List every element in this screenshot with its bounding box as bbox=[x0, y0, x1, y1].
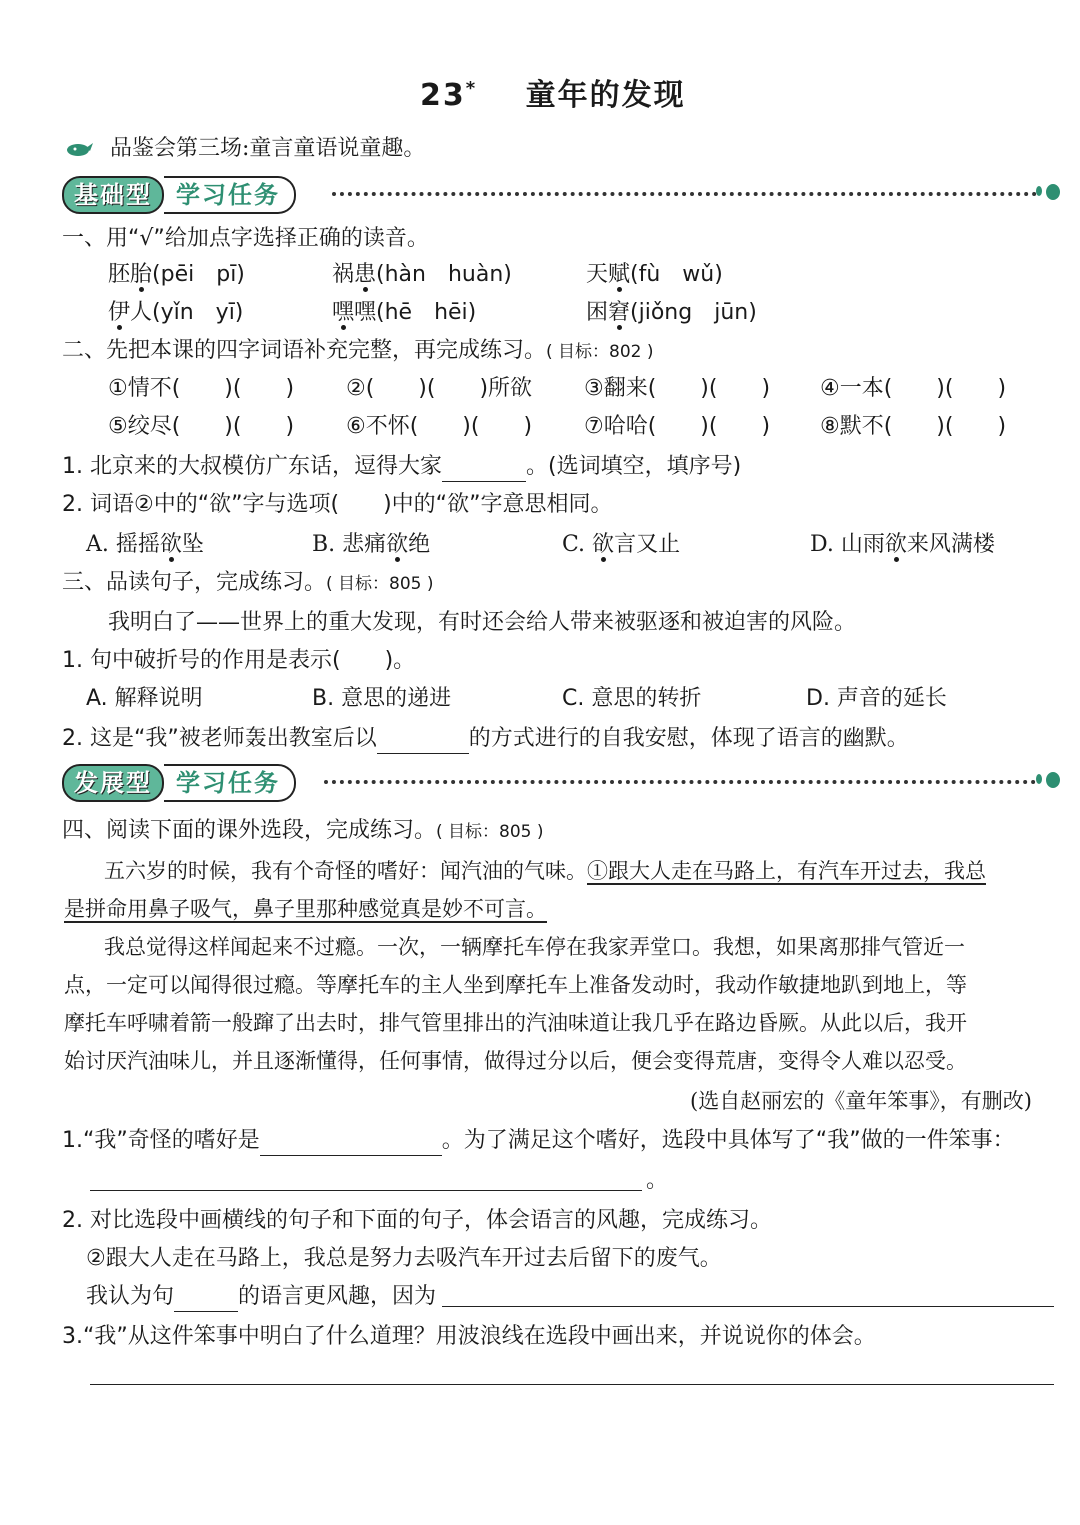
answer-blank[interactable] bbox=[174, 1287, 238, 1312]
q3-target: ( 目标：805 ) bbox=[326, 574, 434, 594]
q3-sentence: 我明白了——世界上的重大发现，有时还会给人带来被驱逐和被迫害的风险。 bbox=[108, 610, 857, 635]
q4-sub3: 3.“我”从这件笨事中明白了什么道理？用波浪线在选段中画出来，并说说你的体会。 bbox=[62, 1324, 876, 1349]
banner-development bbox=[62, 764, 1062, 802]
answer-line[interactable] bbox=[442, 1306, 1054, 1307]
q2-idiom: ①情不( )( ) bbox=[108, 376, 295, 401]
q2-option: B. 悲痛欲绝 bbox=[312, 532, 431, 557]
q4-sub1: 1.“我”奇怪的嗜好是 。为了满足这个嗜好，选段中具体写了“我”做的一件笨事： bbox=[62, 1126, 1015, 1156]
q2-option: C. 欲言又止 bbox=[562, 532, 681, 557]
passage-p1-line2 bbox=[64, 894, 547, 924]
q4-heading: 四、阅读下面的课外选段，完成练习。( 目标：805 ) bbox=[62, 818, 544, 843]
answer-line[interactable] bbox=[90, 1190, 642, 1191]
q3-sub2: 2. 这是“我”被老师轰出教室后以 的方式进行的自我安慰，体现了语言的幽默。 bbox=[62, 724, 909, 754]
lesson-name: 童年的发现 bbox=[525, 78, 686, 113]
q4-sub1-end: 。 bbox=[646, 1168, 669, 1193]
q1-item: 嘿嘿(hē hēi) bbox=[332, 300, 477, 325]
banner-tag-task: 学习任务 bbox=[164, 176, 296, 214]
banner-endcap bbox=[1046, 184, 1060, 200]
banner-dotted-line bbox=[332, 192, 1037, 196]
banner-endcap bbox=[1046, 772, 1060, 788]
q1-item: 祸患(hàn huàn) bbox=[332, 262, 512, 287]
answer-blank[interactable] bbox=[442, 457, 526, 482]
q1-item: 伊人(yǐn yī) bbox=[108, 300, 244, 325]
q4-sub2-answer: 我认为句 的语言更风趣，因为 bbox=[86, 1282, 436, 1312]
underlined-sentence: 是拼命用鼻子吸气，鼻子里那种感觉真是妙不可言。 bbox=[64, 897, 547, 921]
q2-idiom: ⑦哈哈( )( ) bbox=[584, 414, 771, 439]
banner-tag-type: 基础型 bbox=[62, 176, 164, 214]
q1-item: 困窘(jiǒng jūn) bbox=[586, 300, 757, 325]
q3-option: A. 解释说明 bbox=[86, 686, 203, 711]
q3-sub1: 1. 句中破折号的作用是表示( )。 bbox=[62, 648, 416, 673]
q4-target: ( 目标：805 ) bbox=[436, 822, 544, 842]
q4-sub2-sentence: ②跟大人走在马路上，我总是努力去吸汽车开过去后留下的废气。 bbox=[86, 1246, 722, 1271]
q1-item: 天赋(fù wǔ) bbox=[586, 262, 723, 287]
banner-basic bbox=[62, 176, 1062, 214]
banner-endcap-small bbox=[1036, 774, 1042, 784]
passage-source: (选自赵丽宏的《童年笨事》，有删改) bbox=[690, 1089, 1032, 1113]
answer-line[interactable] bbox=[90, 1384, 1054, 1385]
q2-sub2: 2. 词语②中的“欲”字与选项( )中的“欲”字意思相同。 bbox=[62, 492, 613, 517]
q2-idiom: ④一本( )( ) bbox=[820, 376, 1007, 401]
answer-blank[interactable] bbox=[377, 729, 469, 754]
q1-item: 胚胎(pēi pī) bbox=[108, 262, 245, 287]
q3-option: C. 意思的转折 bbox=[562, 686, 702, 711]
passage-p2-line: 始讨厌汽油味儿，并且逐渐懂得，任何事情，做得过分以后，便会变得荒唐，变得令人难以忍受。 bbox=[64, 1049, 967, 1073]
q3-option: D. 声音的延长 bbox=[806, 686, 947, 711]
q3-option: B. 意思的递进 bbox=[312, 686, 452, 711]
banner-tag-task: 学习任务 bbox=[164, 764, 296, 802]
q1-heading: 一、用“√”给加点字选择正确的读音。 bbox=[62, 226, 429, 251]
answer-blank[interactable] bbox=[260, 1131, 442, 1156]
q2-idiom: ⑤绞尽( )( ) bbox=[108, 414, 295, 439]
underlined-sentence: ①跟大人走在马路上，有汽车开过去，我总 bbox=[587, 859, 986, 883]
q2-idiom: ⑥不怀( )( ) bbox=[346, 414, 533, 439]
q2-idiom: ②( )( )所欲 bbox=[346, 376, 533, 401]
q2-option: D. 山雨欲来风满楼 bbox=[810, 532, 995, 557]
q2-idiom: ③翻来( )( ) bbox=[584, 376, 771, 401]
q2-sub1: 1. 北京来的大叔模仿广东话，逗得大家 。(选词填空，填序号) bbox=[62, 452, 741, 482]
q2-idiom: ⑧默不( )( ) bbox=[820, 414, 1007, 439]
leaf-icon bbox=[66, 140, 94, 164]
q3-heading: 三、品读句子，完成练习。( 目标：805 ) bbox=[62, 570, 434, 595]
q2-option: A. 摇摇欲坠 bbox=[86, 532, 204, 557]
q2-target: ( 目标：802 ) bbox=[546, 342, 654, 362]
passage-p2-line: 我总觉得这样闻起来不过瘾。一次，一辆摩托车停在我家弄堂口。我想，如果离那排气管近一 bbox=[104, 935, 965, 959]
lesson-title bbox=[420, 70, 686, 114]
lesson-star: * bbox=[465, 78, 478, 99]
q4-sub2: 2. 对比选段中画横线的句子和下面的句子，体会语言的风趣，完成练习。 bbox=[62, 1208, 772, 1233]
banner-endcap-small bbox=[1036, 186, 1042, 196]
passage-p2-line: 摩托车呼啸着箭一般蹿了出去时，排气管里排出的汽油味道让我几乎在路边昏厥。从此以后，我开 bbox=[64, 1011, 967, 1035]
passage-p1-line1: 五六岁的时候，我有个奇怪的嗜好：闻汽油的气味。①跟大人走在马路上，有汽车开过去，我总 bbox=[104, 859, 986, 883]
banner-dotted-line bbox=[324, 780, 1036, 784]
q2-heading: 二、先把本课的四字词语补充完整，再完成练习。( 目标：802 ) bbox=[62, 338, 654, 363]
lesson-number: 23 bbox=[420, 78, 466, 113]
banner-tag-type: 发展型 bbox=[62, 764, 164, 802]
passage-p2-line: 点，一定可以闻得很过瘾。等摩托车的主人坐到摩托车上准备发动时，我动作敏捷地趴到地上，等 bbox=[64, 973, 967, 997]
intro-text: 品鉴会第三场:童言童语说童趣。 bbox=[110, 136, 426, 161]
